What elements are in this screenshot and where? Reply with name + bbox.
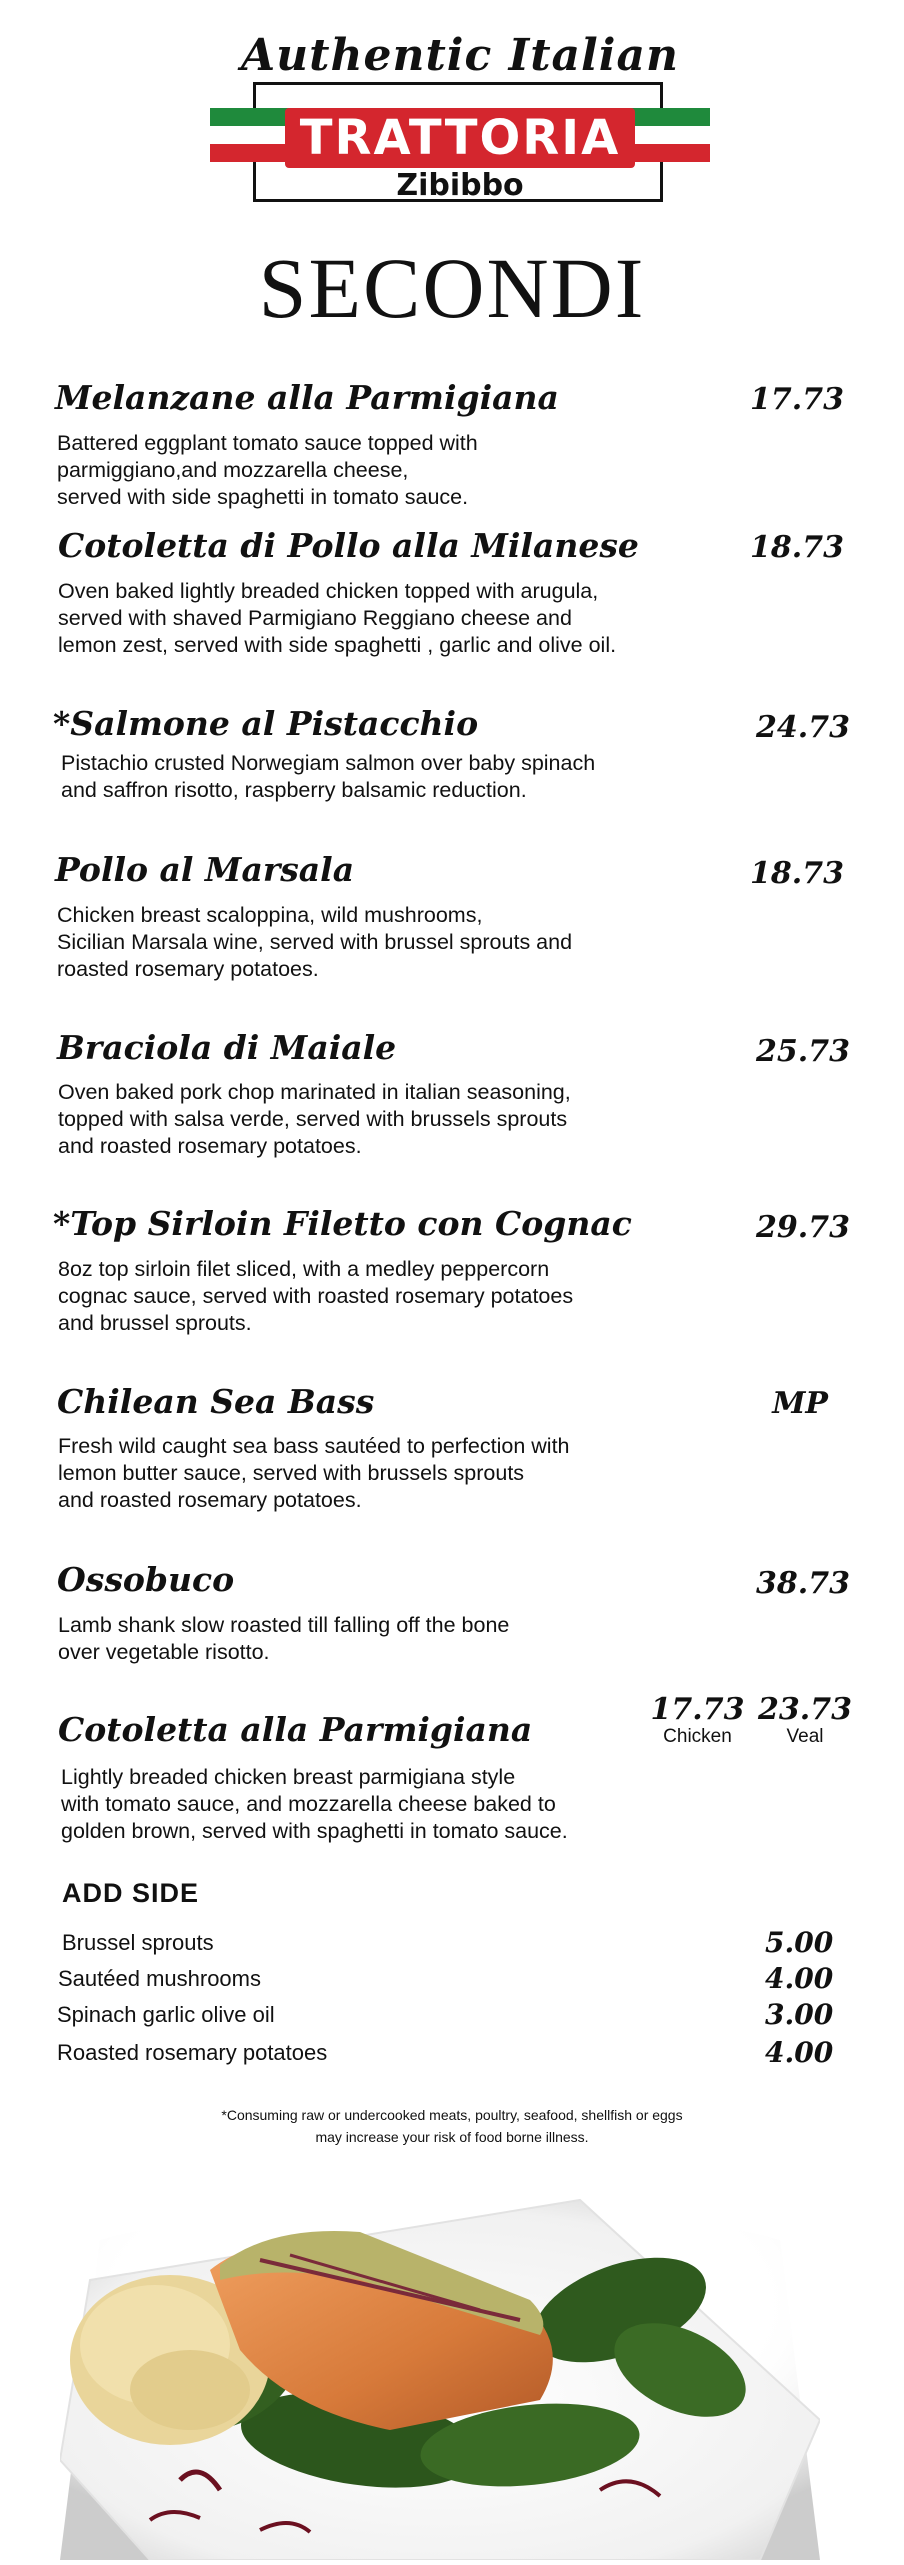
side-item-name: Brussel sprouts: [62, 1930, 214, 1955]
item-name: Braciola di Maiale: [57, 1028, 397, 1067]
side-item-price: 3.00: [765, 1998, 834, 2031]
item-description: Lightly breaded chicken breast parmigiana style with tomato sauce, and mozzarella cheese baked to golden brown, served with spaghetti in tomato sauce.: [61, 1765, 568, 1843]
trattoria-logo: [205, 30, 715, 210]
item-price: 38.73: [756, 1566, 850, 1601]
item-name: Cotoletta alla Parmigiana: [58, 1710, 533, 1749]
item-description: Oven baked pork chop marinated in italian seasoning, topped with salsa verde, served with brussels sprouts and roasted rosemary potatoes.: [58, 1080, 571, 1158]
side-item-name: Roasted rosemary potatoes: [57, 2040, 328, 2065]
side-item-price: 4.00: [765, 1962, 834, 1995]
item-price-veal: 23.73: [758, 1692, 852, 1727]
item-price: 25.73: [756, 1034, 850, 1069]
page-title: SECONDI: [258, 240, 646, 336]
item-price: 18.73: [750, 856, 844, 891]
item-price: 29.73: [756, 1210, 850, 1245]
side-item-name: Sautéed mushrooms: [58, 1966, 261, 1991]
item-price: 24.73: [756, 710, 850, 745]
item-description: Oven baked lightly breaded chicken topped with arugula, served with shaved Parmigiano Reggiano cheese and lemon zest, served with side spaghetti , garlic and olive oil.: [58, 579, 617, 657]
salmon-dish-photo: [60, 2160, 820, 2560]
item-description: Lamb shank slow roasted till falling off the bone over vegetable risotto.: [58, 1613, 510, 1664]
item-description: Fresh wild caught sea bass sautéed to perfection with lemon butter sauce, served with brussels sprouts and roasted rosemary potatoes.: [58, 1434, 570, 1512]
side-item-price: 4.00: [765, 2036, 834, 2069]
item-name: Ossobuco: [57, 1560, 235, 1599]
logo-brand-text: Zibibbo: [396, 168, 524, 203]
item-price: MP: [772, 1386, 828, 1421]
item-price: 18.73: [750, 530, 844, 565]
food-safety-footnote: *Consuming raw or undercooked meats, poultry, seafood, shellfish or eggs may increase your risk of food borne illness.: [221, 2107, 683, 2145]
item-name: Chilean Sea Bass: [57, 1382, 375, 1421]
item-description: Pistachio crusted Norwegiam salmon over baby spinach and saffron risotto, raspberry balsamic reduction.: [61, 751, 596, 802]
logo-script-text: Authentic Italian: [241, 30, 679, 81]
logo-banner-text: TRATTORIA: [299, 110, 621, 166]
item-description: Battered eggplant tomato sauce topped with parmiggiano,and mozzarella cheese, served with side spaghetti in tomato sauce.: [57, 431, 478, 509]
price-label-veal: Veal: [786, 1726, 824, 1747]
item-name: *Salmone al Pistacchio: [53, 704, 479, 743]
price-label-chicken: Chicken: [663, 1726, 732, 1747]
side-item-price: 5.00: [765, 1926, 834, 1959]
item-price: 17.73: [750, 382, 844, 417]
item-name: Melanzane alla Parmigiana: [55, 378, 559, 417]
side-item-name: Spinach garlic olive oil: [57, 2002, 275, 2027]
item-price-chicken: 17.73: [650, 1692, 745, 1727]
add-side-heading: ADD SIDE: [62, 1878, 200, 1908]
item-description: Chicken breast scaloppina, wild mushrooms, Sicilian Marsala wine, served with brussel sprouts and roasted rosemary potatoes.: [57, 903, 573, 981]
item-name: Pollo al Marsala: [55, 850, 355, 889]
item-name: *Top Sirloin Filetto con Cognac: [53, 1204, 632, 1243]
item-description: 8oz top sirloin filet sliced, with a medley peppercorn cognac sauce, served with roasted rosemary potatoes and brussel sprouts.: [58, 1257, 574, 1335]
item-name: Cotoletta di Pollo alla Milanese: [58, 526, 639, 565]
dish-illustration: [60, 2160, 820, 2560]
logo-banner: [285, 108, 635, 168]
